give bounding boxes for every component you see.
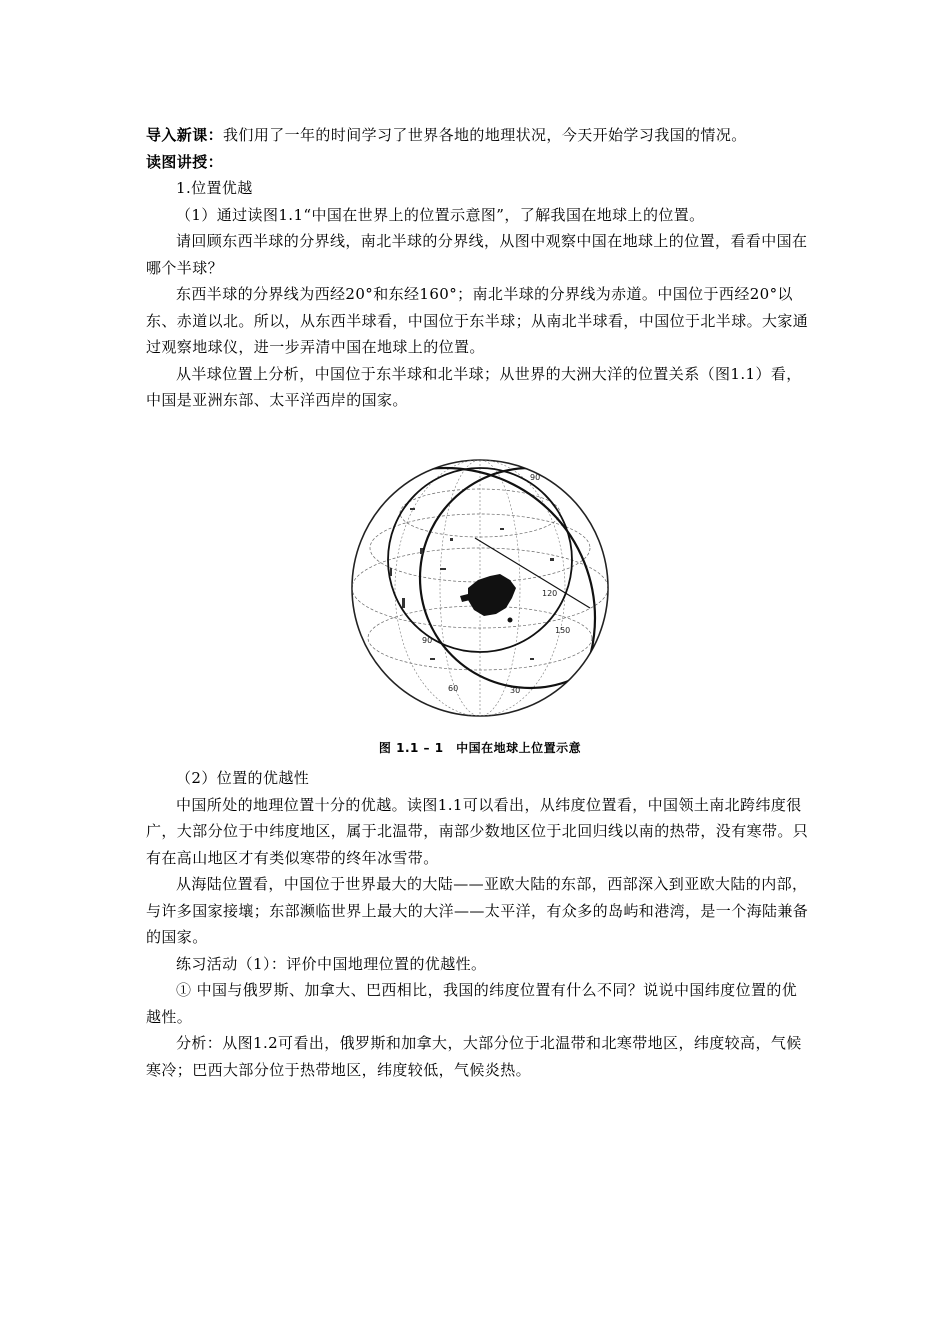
section-title: 读图讲授： [146,152,224,171]
activity-paragraph: 练习活动（1）：评价中国地理位置的优越性。 [176,954,487,973]
globe-label-120: 120 [542,589,558,598]
figure-caption: 图 1.1 – 1 中国在地球上位置示意 [378,741,582,755]
globe-figure [350,448,610,728]
question-paragraph: 请回顾东西半球的分界线，南北半球的分界线，从图中观察中国在地球上的位置，看看中国在哪个半球？ [146,232,808,277]
globe-label-90a: 90 [530,473,541,482]
intro-paragraph [146,122,811,149]
intro-lead: 导入新课： [146,126,224,144]
item-1-title: 1.位置优越 [176,179,253,197]
latitude-paragraph: 中国所处的地理位置十分的优越。读图1.1可以看出，从纬度位置看，中国领土南北跨纬度很广，大部分位于中纬度地区，属于北温带，南部少数地区位于北回归线以南的热带，没有寒带。只有在高山地区才有类似寒带的终年冰雪带。 [146,795,809,867]
globe-label-150: 150 [555,626,571,635]
activity-question: ① 中国与俄罗斯、加拿大、巴西相比，我国的纬度位置有什么不同？说说中国纬度位置的优越性。 [146,981,798,1026]
lower-text [146,765,811,1083]
item-1-sub: （1）通过读图1.1“中国在世界上的位置示意图”，了解我国在地球上的位置。 [176,205,705,224]
sea-land-paragraph: 从海陆位置看，中国位于世界最大的大陆——亚欧大陆的东部，西部深入到亚欧大陆的内部，与许多国家接壤；东部濒临世界上最大的大洋——太平洋，有众多的岛屿和港湾，是一个海陆兼备的国家。 [146,875,809,946]
globe-label-30: 30 [510,686,521,695]
analysis-paragraph: 从半球位置上分析，中国位于东半球和北半球；从世界的大洲大洋的位置关系（图1.1）看，中国是亚洲东部、太平洋西岸的国家。 [146,364,802,409]
globe-label-90b: 90 [422,636,433,645]
item-2-title: （2）位置的优越性 [176,769,310,787]
answer-paragraph: 东西半球的分界线为西经20°和东经160°；南北半球的分界线为赤道。中国位于西经20°以东、赤道以北。所以，从东西半球看，中国位于东半球；从南北半球看，中国位于北半球。大家通过观察地球仪，进一步弄清中国在地球上的位置。 [146,285,809,356]
intro-text: 我们用了一年的时间学习了世界各地的地理状况，今天开始学习我国的情况。 [223,126,747,144]
globe-label-60: 60 [448,684,459,693]
upper-text [146,122,811,414]
globe-illustration [350,448,610,728]
activity-analysis: 分析：从图1.2可看出，俄罗斯和加拿大，大部分位于北温带和北寒带地区，纬度较高，气候寒冷；巴西大部分位于热带地区，纬度较低，气候炎热。 [146,1034,802,1079]
